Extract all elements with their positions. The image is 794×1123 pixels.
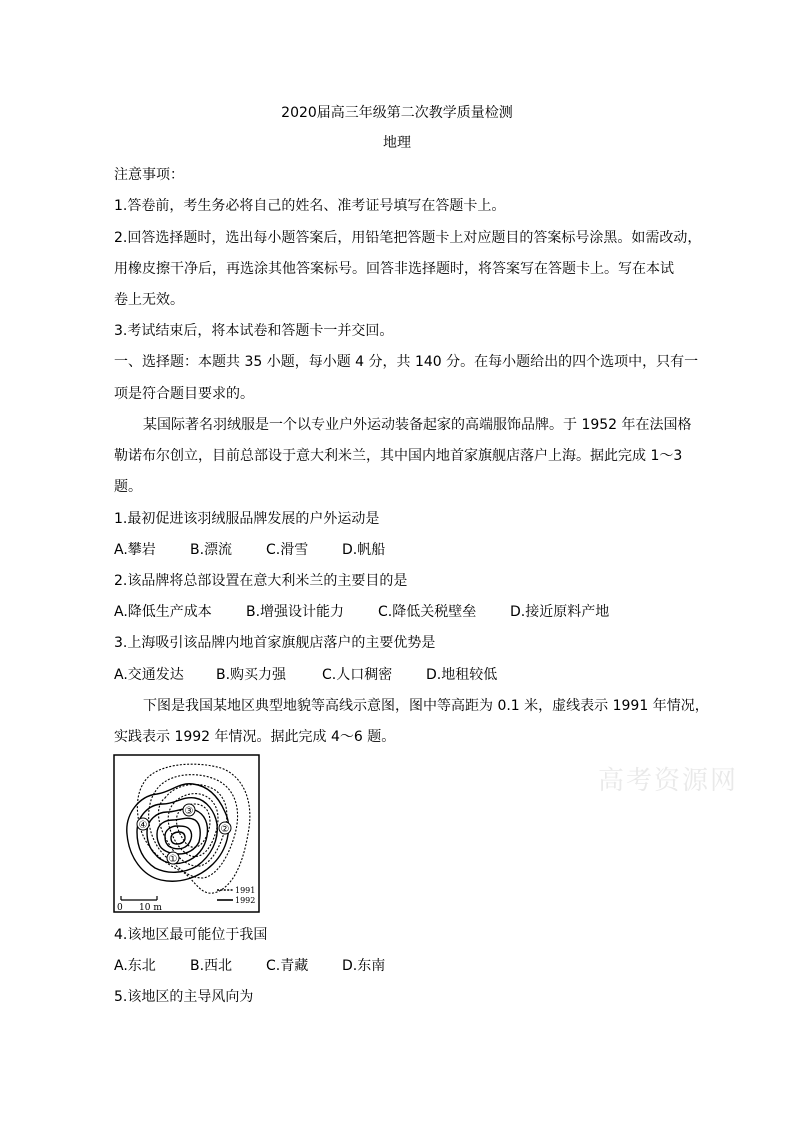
- q4-option-c: C.青藏: [266, 958, 309, 974]
- question-2-stem: 2.该品牌将总部设置在意大利米兰的主要目的是: [114, 573, 408, 589]
- subject-title: 地理: [383, 135, 411, 151]
- legend-1991-label: 1991: [235, 886, 256, 895]
- question-5-stem: 5.该地区的主导风向为: [114, 989, 254, 1005]
- scale-zero-label: 0: [117, 903, 123, 913]
- passage-1-line-2: 勒诺布尔创立，目前总部设于意大利米兰，其中国内地首家旗舰店落户上海。据此完成 1～3: [114, 448, 683, 464]
- q1-option-a: A.攀岩: [114, 542, 156, 558]
- exam-title: 2020届高三年级第二次教学质量检测: [281, 105, 513, 121]
- q3-option-a: A.交通发达: [114, 667, 184, 683]
- q3-option-b: B.购买力强: [216, 667, 287, 683]
- contour-map: [113, 754, 260, 913]
- point-1-label: ①: [168, 854, 178, 865]
- q3-option-c: C.人口稠密: [322, 667, 393, 683]
- q4-option-b: B.西北: [190, 958, 233, 974]
- q4-option-a: A.东北: [114, 958, 156, 974]
- q1-option-c: C.滑雪: [266, 542, 309, 558]
- point-2-label: ②: [220, 824, 230, 835]
- section-heading-line-2: 项是符合题目要求的。: [114, 386, 254, 402]
- q1-option-d: D.帆船: [342, 542, 386, 558]
- q2-option-b: B.增强设计能力: [246, 604, 345, 620]
- legend-1992-label: 1992: [235, 896, 256, 905]
- question-1-stem: 1.最初促进该羽绒服品牌发展的户外运动是: [114, 511, 380, 527]
- notice-item-2-line-1: 2.回答选择题时，选出每小题答案后，用铅笔把答题卡上对应题目的答案标号涂黑。如需改动，: [114, 230, 702, 246]
- q2-option-d: D.接近原料产地: [510, 604, 610, 620]
- q1-option-b: B.漂流: [190, 542, 233, 558]
- q3-option-d: D.地租较低: [426, 667, 498, 683]
- q4-option-d: D.东南: [342, 958, 386, 974]
- notice-heading: 注意事项：: [114, 167, 184, 183]
- watermark: 高考资源网: [598, 766, 739, 796]
- passage-1-line-3: 题。: [114, 479, 142, 495]
- scale-length-label: 10 m: [139, 903, 162, 913]
- section-heading-line-1: 一、选择题：本题共 35 小题，每小题 4 分，共 140 分。在每小题给出的四个选项中，只有一: [114, 354, 699, 370]
- passage-1-line-1: 某国际著名羽绒服是一个以专业户外运动装备起家的高端服饰品牌。于 1952 年在法国格: [143, 417, 692, 433]
- notice-item-3: 3.考试结束后，将本试卷和答题卡一并交回。: [114, 323, 394, 339]
- q2-option-a: A.降低生产成本: [114, 604, 212, 620]
- notice-item-2-line-3: 卷上无效。: [114, 292, 184, 308]
- point-3-label: ③: [184, 806, 194, 817]
- contour-map-figure: [113, 754, 260, 913]
- question-4-stem: 4.该地区最可能位于我国: [114, 927, 268, 943]
- notice-item-2-line-2: 用橡皮擦干净后，再选涂其他答案标号。回答非选择题时，将答案写在答题卡上。写在本试: [114, 261, 674, 277]
- notice-item-1: 1.答卷前，考生务必将自己的姓名、准考证号填写在答题卡上。: [114, 198, 506, 214]
- q2-option-c: C.降低关税壁垒: [378, 604, 477, 620]
- point-4-label: ④: [138, 820, 148, 831]
- question-3-stem: 3.上海吸引该品牌内地首家旗舰店落户的主要优势是: [114, 635, 436, 651]
- passage-2-line-1: 下图是我国某地区典型地貌等高线示意图，图中等高距为 0.1 米，虚线表示 1991 年情况，: [143, 698, 709, 714]
- passage-2-line-2: 实践表示 1992 年情况。据此完成 4～6 题。: [114, 729, 396, 745]
